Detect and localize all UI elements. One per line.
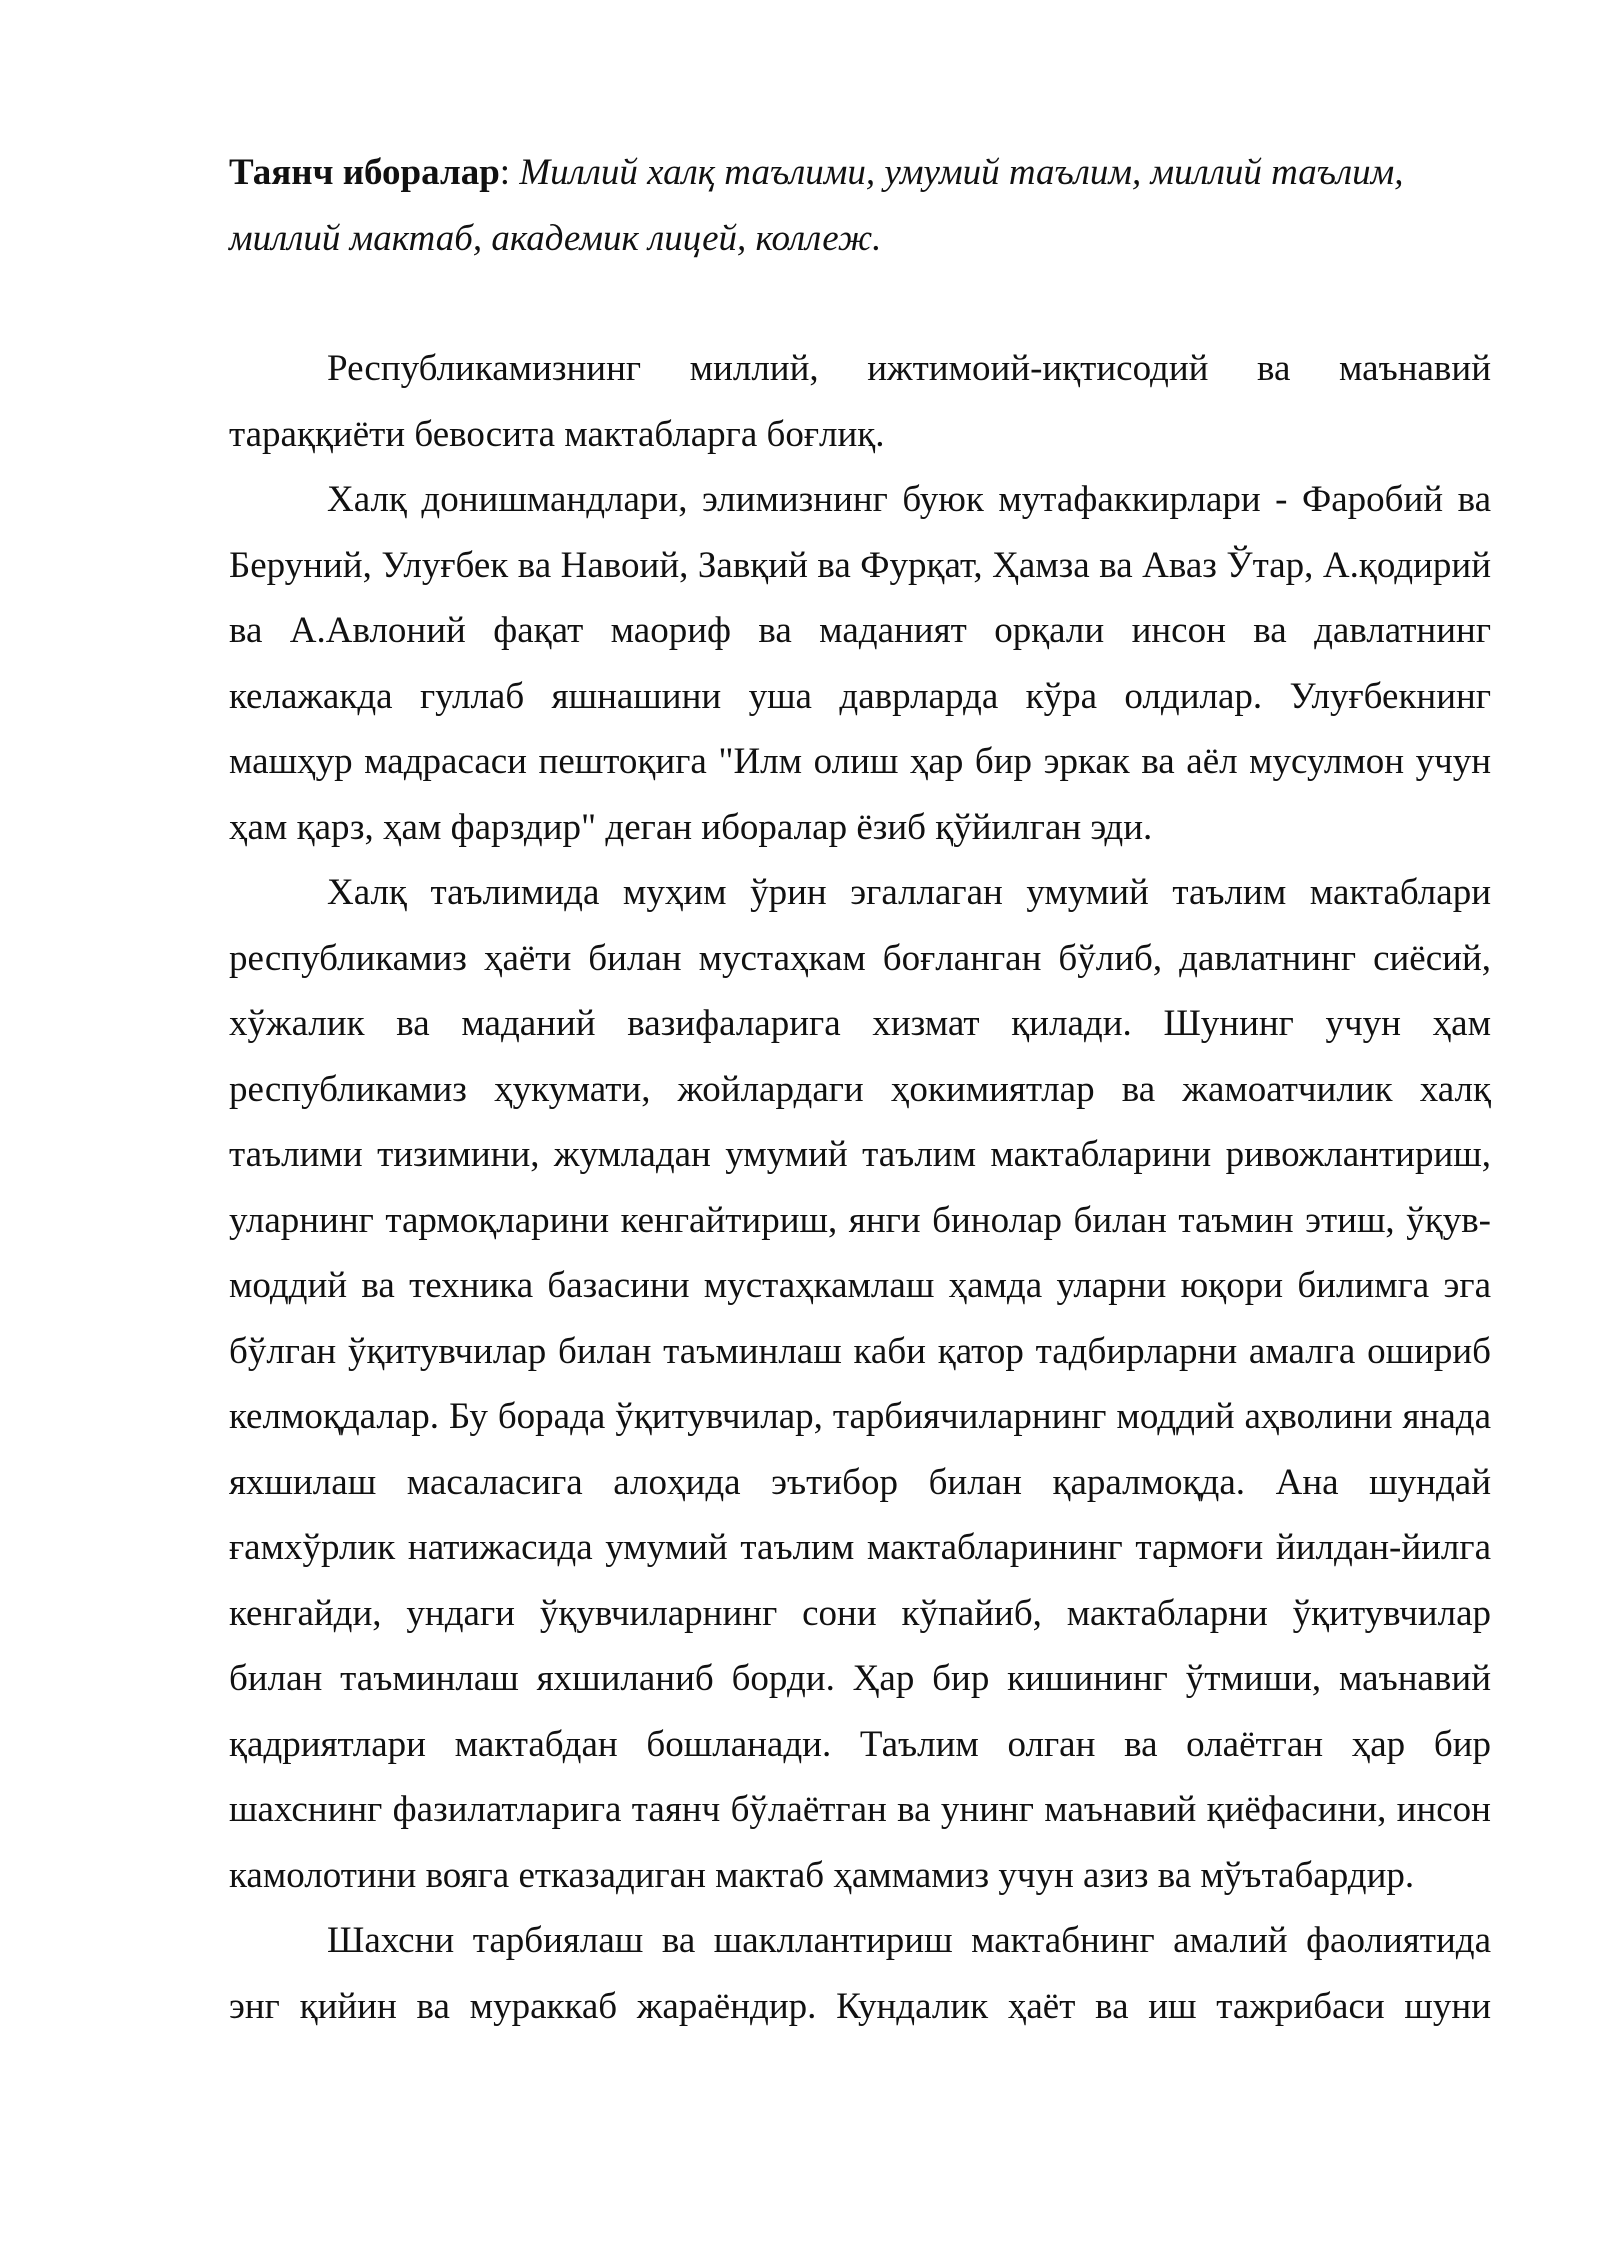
section-gap <box>229 271 1491 336</box>
page-body <box>229 140 1491 2039</box>
keywords-label: Таянч иборалар <box>229 152 500 193</box>
paragraph-intro: Республикамизнинг миллий, ижтимоий-иқтисодий ва маънавий тараққиёти бевосита мактабларга боғлиқ. <box>229 348 1491 455</box>
keywords-line <box>229 140 1491 271</box>
keywords-list: Миллий халқ таълими, умумий таълим, миллий таълим, миллий мактаб, академик лицей, коллеж. <box>229 152 1404 259</box>
keywords-separator: : <box>499 152 520 193</box>
paragraph-thinkers: Халқ донишмандлари, элимизнинг буюк мутафаккирлари - Фаробий ва Беруний, Улуғбек ва Навоий, Завқий ва Фурқат, Ҳамза ва Аваз Ўтар, А.қодирий ва А.Авлоний фақат маориф ва маданият орқали инсон ва давлатнинг келажакда гуллаб яшнашини уша даврларда кўра олдилар. Улуғбекнинг машҳур мадрасаси пештоқига "Илм олиш ҳар бир эркак ва аёл мусулмон учун ҳам қарз, ҳам фарздир" деган иборалар ёзиб қўйилган эди. <box>229 479 1491 848</box>
paragraph-personality: Шахсни тарбиялаш ва шакллантириш мактабнинг амалий фаолиятида энг қийин ва мураккаб жараёндир. Кундалик ҳаёт ва иш тажрибаси шуни <box>229 1920 1491 2027</box>
paragraph-general-schools: Халқ таълимида муҳим ўрин эгаллаган умумий таълим мактаблари республикамиз ҳаёти билан мустаҳкам боғланган бўлиб, давлатнинг сиёсий, хўжалик ва маданий вазифаларига хизмат қилади. Шунинг учун ҳам республикамиз ҳукумати, жойлардаги ҳокимиятлар ва жамоатчилик халқ таълими тизимини, жумладан умумий таълим мактабларини ривожлантириш, уларнинг тармоқларини кенгайтириш, янги бинолар билан таъмин этиш, ўқув-моддий ва техника базасини мустаҳкамлаш ҳамда уларни юқори билимга эга бўлган ўқитувчилар билан таъминлаш каби қатор тадбирларни амалга ошириб келмоқдалар. Бу борада ўқитувчилар, тарбиячиларнинг моддий аҳволини янада яхшилаш масаласига алоҳида эътибор билан қаралмоқда. Ана шундай ғамхўрлик натижасида умумий таълим мактабларининг тармоғи йилдан-йилга кенгайди, ундаги ўқувчиларнинг сони кўпайиб, мактабларни ўқитувчилар билан таъминлаш яхшиланиб борди. Ҳар бир кишининг ўтмиши, маънавий қадриятлари мактабдан бошланади. Таълим олган ва олаётган ҳар бир шахснинг фазилатларига таянч бўлаётган ва унинг маънавий қиёфасини, инсон камолотини вояга етказадиган мактаб ҳаммамиз учун азиз ва мўътабардир. <box>229 872 1491 1896</box>
